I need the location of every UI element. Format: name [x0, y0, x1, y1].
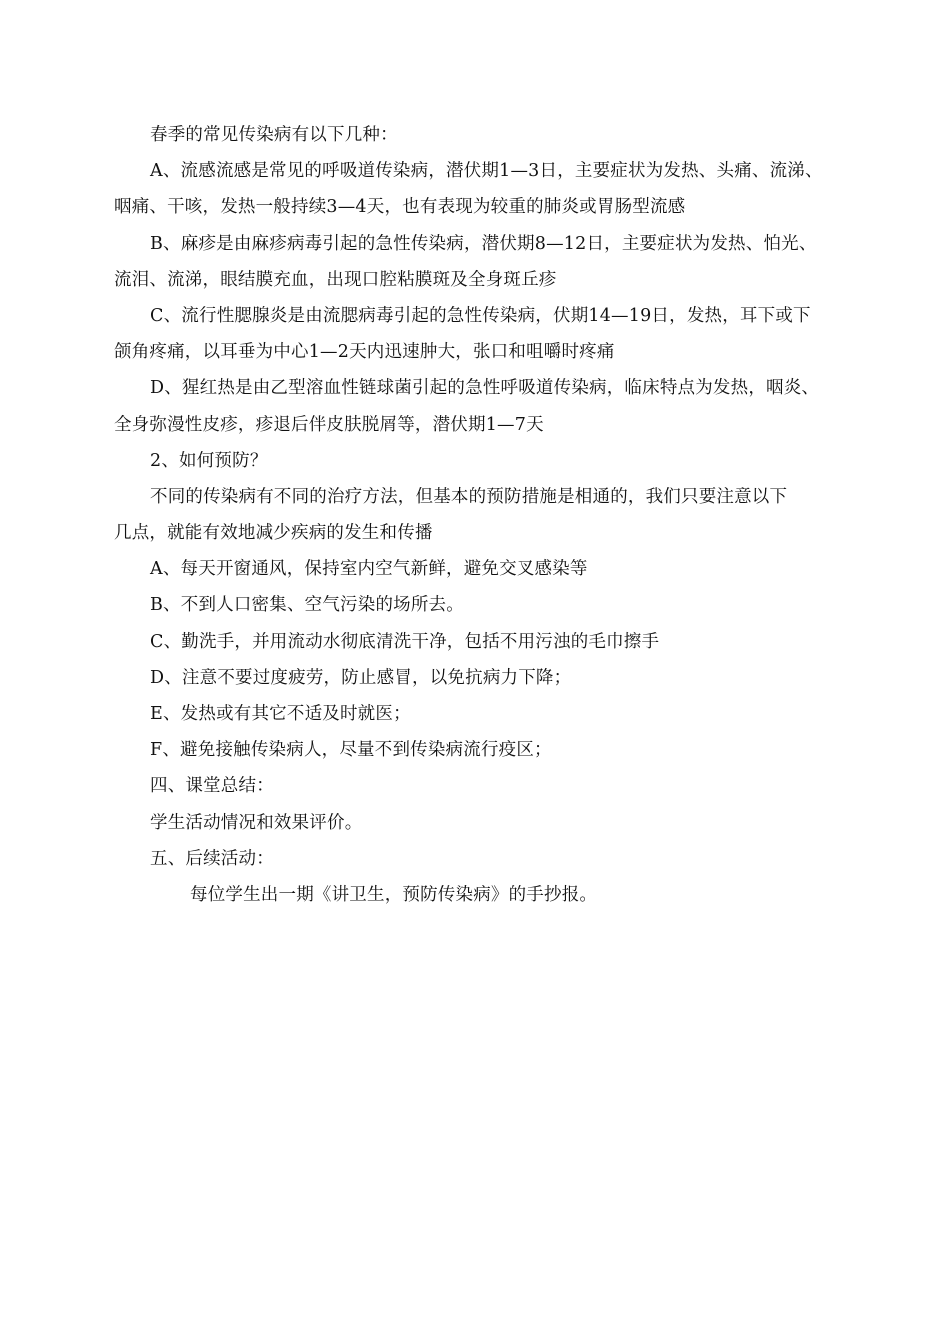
document-body [114, 117, 844, 913]
item-b-line-2: 流泪、流涕，眼结膜充血，出现口腔粘膜斑及全身斑丘疹 [114, 269, 557, 290]
item-d-line-2: 全身弥漫性皮疹，疹退后伴皮肤脱屑等，潜伏期1—7天 [114, 414, 544, 435]
prevention-item-a: A、每天开窗通风，保持室内空气新鲜，避免交叉感染等 [150, 559, 588, 580]
item-a-line-1: A、流感流感是常见的呼吸道传染病，潜伏期1—3日，主要症状为发热、头痛、流涕、 [150, 161, 823, 182]
item-c-line-2: 颌角疼痛，以耳垂为中心1—2天内迅速肿大，张口和咀嚼时疼痛 [114, 342, 615, 363]
summary-text: 学生活动情况和效果评价。 [150, 812, 363, 833]
item-c-line-1: C、流行性腮腺炎是由流腮病毒引起的急性传染病，伏期14—19日，发热，耳下或下 [150, 305, 811, 326]
intro-line: 春季的常见传染病有以下几种： [150, 125, 398, 145]
prevention-item-e: E、发热或有其它不适及时就医； [150, 704, 411, 724]
item-a-line-2: 咽痛、干咳，发热一般持续3—4天，也有表现为较重的肺炎或胃肠型流感 [114, 197, 686, 218]
item-b-line-1: B、麻疹是由麻疹病毒引起的急性传染病，潜伏期8—12日，主要症状为发热、怕光、 [150, 233, 817, 254]
prevention-intro-line-1: 不同的传染病有不同的治疗方法，但基本的预防措施是相通的，我们只要注意以下 [150, 486, 788, 507]
item-d-line-1: D、猩红热是由乙型溶血性链球菌引起的急性呼吸道传染病，临床特点为发热，咽炎、 [150, 378, 820, 399]
followup-text: 每位学生出一期《讲卫生，预防传染病》的手抄报。 [190, 884, 598, 905]
prevention-item-c: C、勤洗手，并用流动水彻底清洗干净，包括不用污浊的毛巾擦手 [150, 631, 660, 652]
prevention-item-f: F、避免接触传染病人，尽量不到传染病流行疫区； [150, 740, 552, 761]
prevention-intro-line-2: 几点，就能有效地减少疾病的发生和传播 [114, 523, 433, 544]
section-heading-summary: 四、课堂总结： [150, 776, 274, 797]
section-heading-followup: 五、后续活动： [150, 848, 274, 869]
prevention-item-d: D、注意不要过度疲劳，防止感冒，以免抗病力下降； [150, 667, 572, 688]
prevention-item-b: B、不到人口密集、空气污染的场所去。 [150, 595, 464, 616]
section-heading-prevention: 2、如何预防？ [150, 450, 268, 471]
